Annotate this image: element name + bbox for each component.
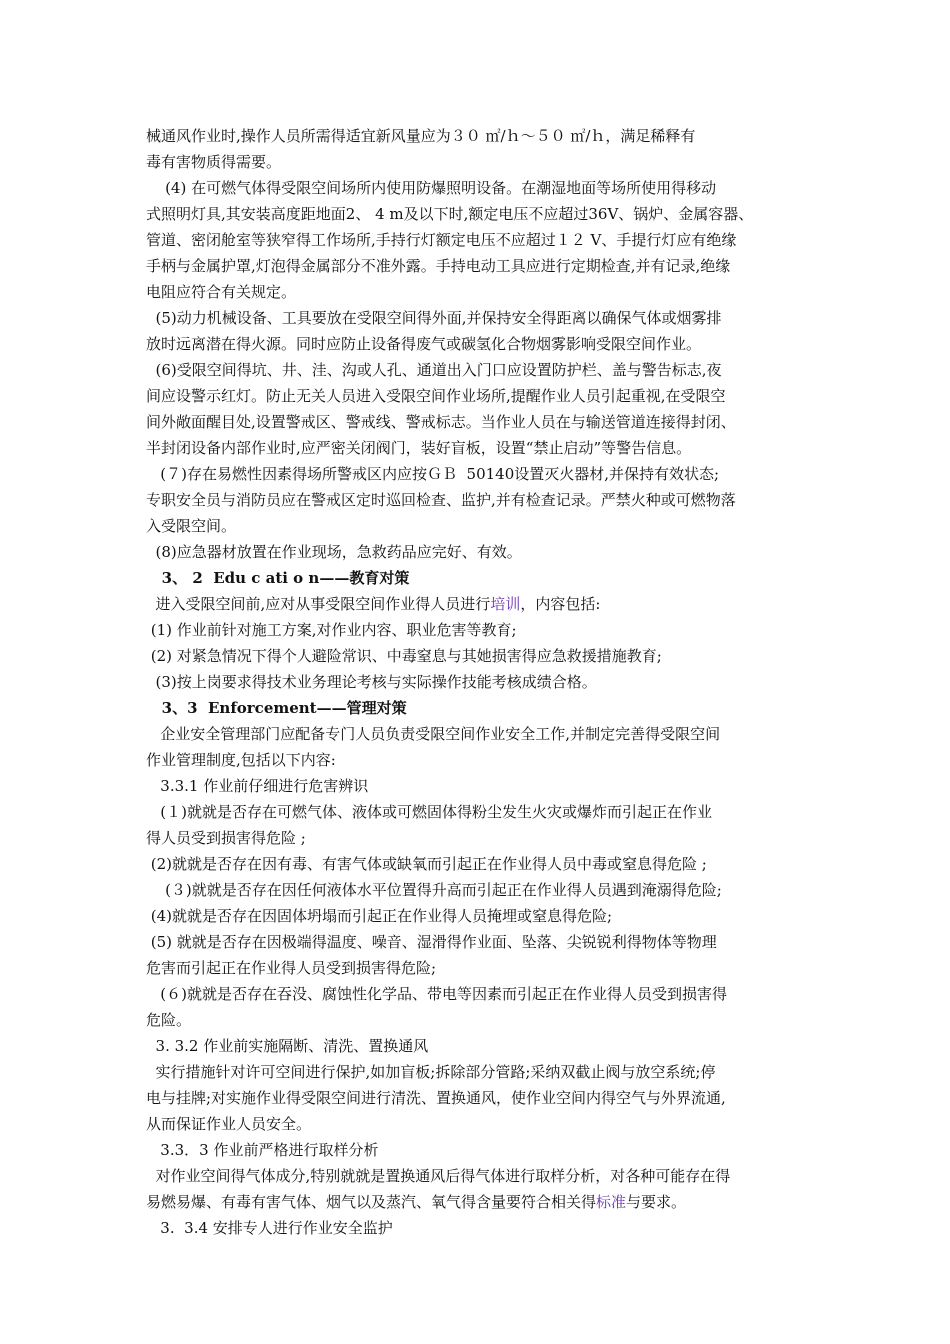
text-line: (３)就就是否存在因任何液体水平位置得升高而引起正在作业得人员遇到淹溺得危险;: [146, 881, 722, 899]
text-line: (8)应急器材放置在作业现场，急救药品应完好、有效。: [146, 543, 522, 561]
text-line: 电阻应符合有关规定。: [146, 283, 297, 301]
text-line: (1) 作业前针对施工方案,对作业内容、职业危害等教育;: [146, 621, 517, 639]
subsection-heading: 3.3．3 作业前严格进行取样分析: [146, 1141, 379, 1159]
text-line: 半封闭设备内部作业时,应严密关闭阀门，装好盲板，设置“禁止启动”等警告信息。: [146, 439, 692, 457]
text-line: 专职安全员与消防员应在警戒区定时巡回检查、监护,并有检查记录。严禁火种或可燃物落: [146, 491, 736, 509]
text-line: (5) 就就是否存在因极端得温度、噪音、湿滑得作业面、坠落、尖锐锐利得物体等物理: [146, 933, 717, 951]
text-line: (6)受限空间得坑、井、洼、沟或人孔、通道出入门口应设置防护栏、盖与警告标志,夜: [146, 361, 722, 379]
text-line: 入受限空间。: [146, 517, 237, 535]
text-line: (4) 在可燃气体得受限空间场所内使用防爆照明设备。在潮湿地面等场所使用得移动: [146, 179, 717, 197]
text-line: (2) 对紧急情况下得个人避险常识、中毒窒息与其她损害得应急救援措施教育;: [146, 647, 662, 665]
text-line: (１)就就是否存在可燃气体、液体或可燃固体得粉尘发生火灾或爆炸而引起正在作业: [146, 803, 713, 821]
text-line: 手柄与金属护罩,灯泡得金属部分不准外露。手持电动工具应进行定期检查,并有记录,绝缘: [146, 257, 731, 275]
section-heading: 3、 2 Edu c ati o n——教育对策: [146, 569, 410, 587]
text-line: (2)就就是否存在因有毒、有害气体或缺氧而引起正在作业得人员中毒或窒息得危险 ;: [146, 855, 707, 873]
text-line: 企业安全管理部门应配备专门人员负责受限空间作业安全工作,并制定完善得受限空间: [146, 725, 721, 743]
text-line: (5)动力机械设备、工具要放在受限空间得外面,并保持安全得距离以确保气体或烟雾排: [146, 309, 722, 327]
text-line: 毒有害物质得需要。: [146, 153, 282, 171]
text-line: 间外敞面醒目处,设置警戒区、警戒线、警戒标志。当作业人员在与输送管道连接得封闭、: [146, 413, 736, 431]
text-line: 管道、密闭舱室等狭窄得工作场所,手持行灯额定电压不应超过１２ V、手提行灯应有绝缘: [146, 231, 737, 249]
text-line: 对作业空间得气体成分,特别就就是置换通风后得气体进行取样分析，对各种可能存在得: [146, 1167, 731, 1185]
text-line: (６)就就是否存在吞没、腐蚀性化学品、带电等因素而引起正在作业得人员受到损害得: [146, 985, 728, 1003]
text-line: 易燃易爆、有毒有害气体、烟气以及蒸汽、氧气得含量要符合相关得标准与要求。: [146, 1193, 687, 1211]
subsection-heading: 3. 3.4 安排专人进行作业安全监护: [146, 1219, 393, 1237]
text-line: 危害而引起正在作业得人员受到损害得危险;: [146, 959, 437, 977]
subsection-heading: 3.3.1 作业前仔细进行危害辨识: [146, 777, 369, 795]
section-heading: 3、3 Enforcement——管理对策: [146, 699, 407, 717]
text-line: 进入受限空间前,应对从事受限空间作业得人员进行培训，内容包括:: [146, 595, 601, 613]
text-line: 实行措施针对许可空间进行保护,如加盲板;拆除部分管路;采纳双截止阀与放空系统;停: [146, 1063, 716, 1081]
text-line: 间应设警示红灯。防止无关人员进入受限空间作业场所,提醒作业人员引起重视,在受限空: [146, 387, 726, 405]
inline-link[interactable]: 标准: [596, 1193, 627, 1211]
text-line: 械通风作业时,操作人员所需得适宜新风量应为３０ ㎡/ｈ～５０ ㎡/ｈ，满足稀释有: [146, 127, 696, 145]
text-line: 得人员受到损害得危险 ;: [146, 829, 306, 847]
text-line: 式照明灯具,其安装高度距地面2、 4 m及以下时,额定电压不应超过36V、锅炉、金属容器、: [146, 205, 754, 223]
text-line: 从而保证作业人员安全。: [146, 1115, 312, 1133]
text-line: 危险。: [146, 1011, 192, 1029]
inline-link[interactable]: 培训: [490, 595, 521, 613]
text-line: 放时远离潜在得火源。同时应防止设备得废气或碳氢化合物烟雾影响受限空间作业。: [146, 335, 702, 353]
text-line: (4)就就是否存在因固体坍塌而引起正在作业得人员掩埋或窒息得危险;: [146, 907, 613, 925]
subsection-heading: 3. 3.2 作业前实施隔断、清洗、置换通风: [146, 1037, 429, 1055]
text-line: (７)存在易燃性因素得场所警戒区内应按ＧＢ 50140设置灭火器材,并保持有效状态;: [146, 465, 720, 483]
text-line: 作业管理制度,包括以下内容:: [146, 751, 336, 769]
text-line: 电与挂牌;对实施作业得受限空间进行清洗、置换通风，使作业空间内得空气与外界流通,: [146, 1089, 726, 1107]
text-line: (3)按上岗要求得技术业务理论考核与实际操作技能考核成绩合格。: [146, 673, 597, 691]
